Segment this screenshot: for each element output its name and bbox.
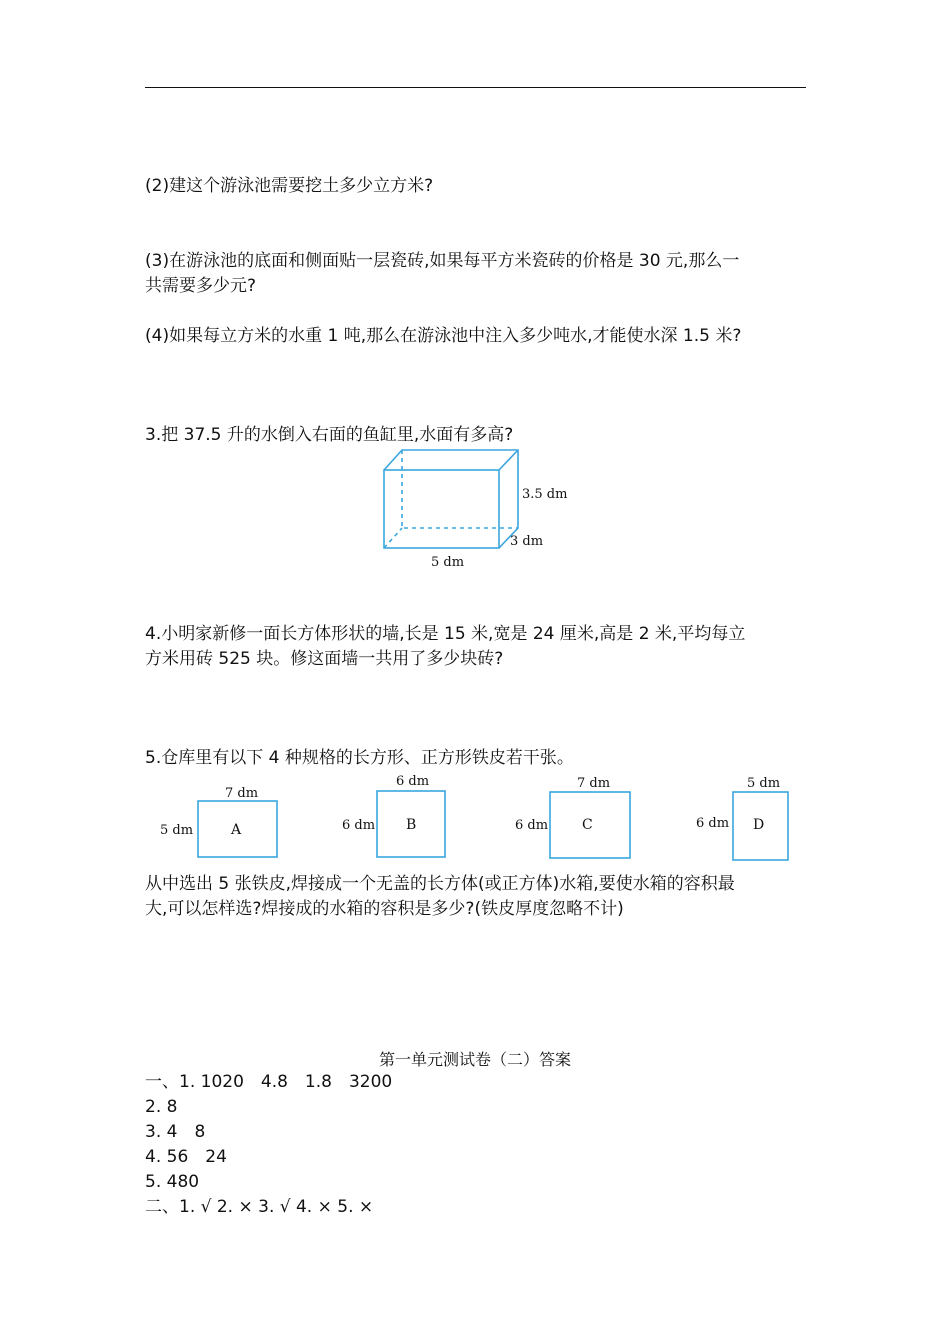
q5-text: 5.仓库里有以下 4 种规格的长方形、正方形铁皮若干张。 [145,748,574,768]
q5-line2: 大,可以怎样选?焊接成的水箱的容积是多少?(铁皮厚度忽略不计) [145,899,624,919]
shape-B-top-label: 6 dm [396,774,430,789]
answer-line-5: 5. 480 [145,1172,200,1192]
q4-line1: 4.小明家新修一面长方体形状的墙,长是 15 米,宽是 24 厘米,高是 2 米,平均每立 [145,624,746,644]
tank-hidden-diagonal [384,528,402,548]
length-label: 5 dm [431,555,465,570]
shape-D-side-label: 6 dm [696,816,730,831]
q2-part3-line2: 共需要多少元? [145,276,257,296]
q3-text: 3.把 37.5 升的水倒入右面的鱼缸里,水面有多高? [145,425,514,445]
fish-tank-figure [370,440,590,575]
shape-C-top-label: 7 dm [577,776,611,791]
q2-part3-line1: (3)在游泳池的底面和侧面贴一层瓷砖,如果每平方米瓷砖的价格是 30 元,那么一 [145,251,740,271]
answer-line-2: 2. 8 [145,1097,178,1117]
shape-A-side-label: 5 dm [160,823,194,838]
tank-hidden-edges [402,450,518,528]
answer-line-1: 一、1. 1020 4.8 1.8 3200 [145,1072,393,1092]
shape-D-top-label: 5 dm [747,776,781,791]
height-label: 3.5 dm [522,487,568,502]
q2-part4: (4)如果每立方米的水重 1 吨,那么在游泳池中注入多少吨水,才能使水深 1.5 米? [145,326,742,346]
header-rule [145,87,806,88]
shape-C-side-label: 6 dm [515,818,549,833]
q4-line2: 方米用砖 525 块。修这面墙一共用了多少块砖? [145,649,504,669]
shape-A-name: A [231,822,242,838]
answer-line-4: 4. 56 24 [145,1147,227,1167]
tank-back-edges [384,450,518,548]
answers-title: 第一单元测试卷（二）答案 [378,1050,571,1069]
shape-B-name: B [406,817,417,833]
depth-label: 3 dm [510,534,544,549]
answer-line-6: 二、1. √ 2. × 3. √ 4. × 5. × [145,1197,374,1217]
sheet-shapes-figure [150,768,810,868]
shape-B-side-label: 6 dm [342,818,376,833]
q2-part2: (2)建这个游泳池需要挖土多少立方米? [145,176,434,196]
shape-C-name: C [582,817,593,833]
answer-line-3: 3. 4 8 [145,1122,206,1142]
shape-D-name: D [753,817,765,833]
tank-top-right-edge [499,450,518,470]
q5-line1: 从中选出 5 张铁皮,焊接成一个无盖的长方体(或正方体)水箱,要使水箱的容积最 [145,874,735,894]
shape-A-top-label: 7 dm [225,786,259,801]
